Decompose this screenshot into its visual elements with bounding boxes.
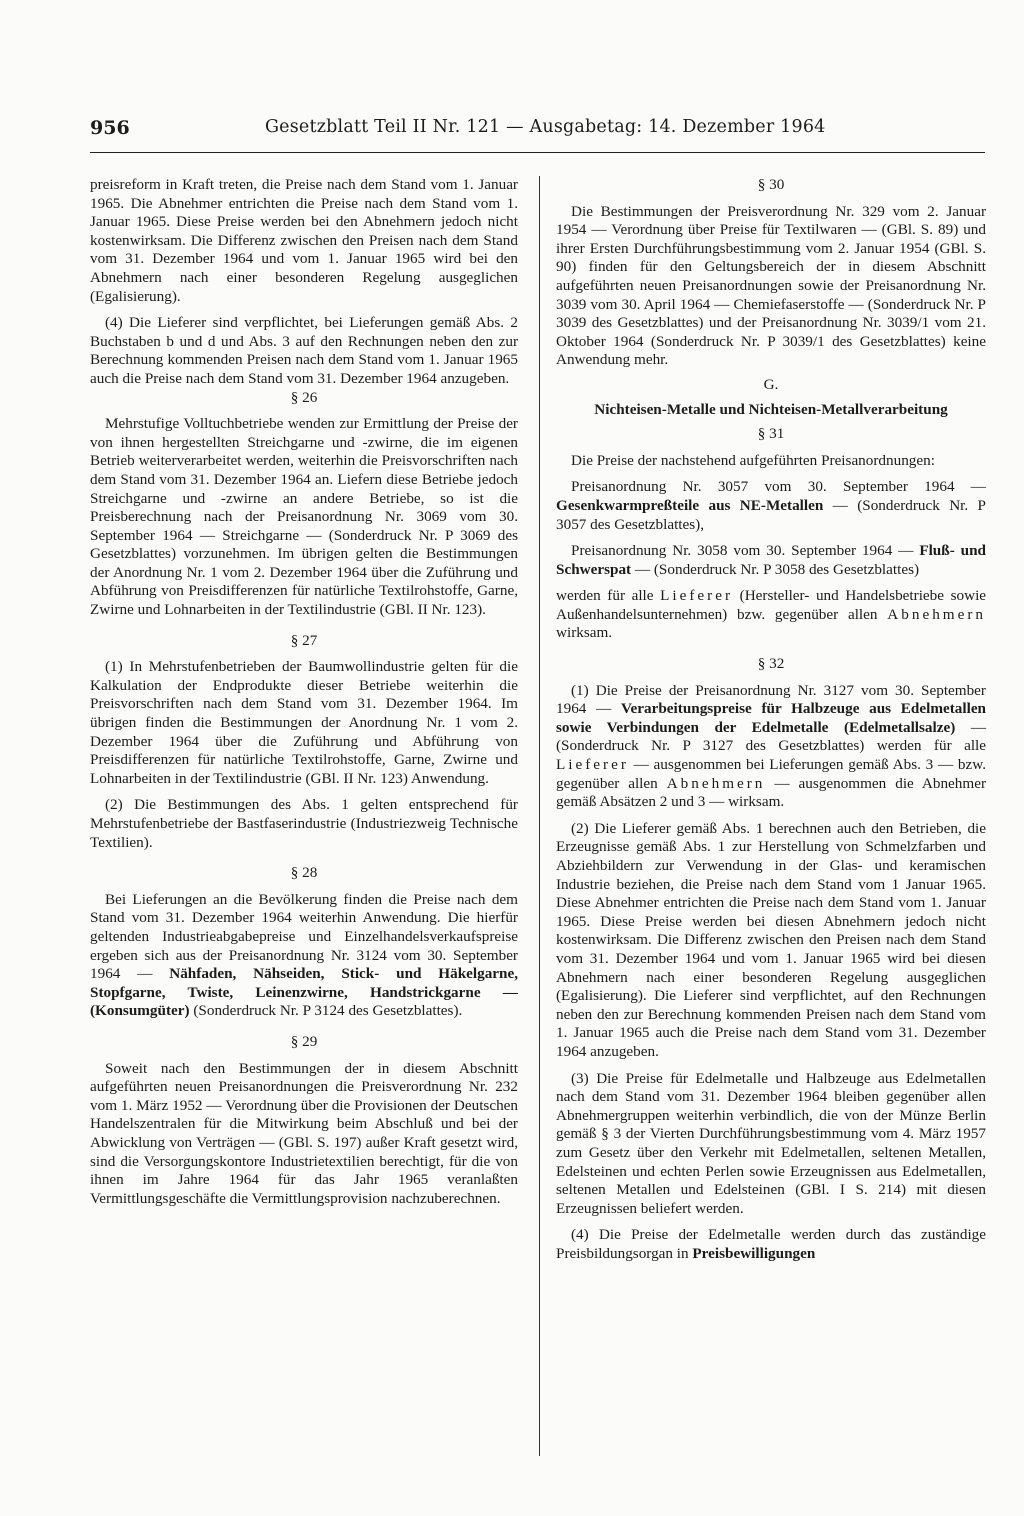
paragraph: (2) Die Bestimmungen des Abs. 1 gelten entsprechend für Mehrstufenbetriebe der Bastfaserindustrie (Industriezweig Technische Textilien).	[90, 796, 518, 851]
section-number: § 31	[757, 425, 785, 443]
left-column	[90, 176, 518, 1208]
paragraph	[556, 1226, 986, 1263]
page-header	[90, 117, 990, 147]
section-heading: Nichteisen-Metalle und Nichteisen-Metallverarbeitung	[594, 400, 948, 418]
paragraph: Soweit nach den Bestimmungen der in diesem Abschnitt aufgeführten neuen Preisanordnungen die Preisverordnung Nr. 232 vom 1. März 1952 — Verordnung über die Provisionen der Deutschen Handelszentralen für die Mitwirkung beim Abschluß und bei der Abwicklung von Verträgen — (GBl. S. 197) außer Kraft gesetzt wird, sind die Versorgungskontore Industrietextilien berechtigt, für die von ihnen im Jahre 1964 für das Jahr 1965 veranlaßten Vermittlungsgeschäfte die Vermittlungsprovision nachzuberechnen.	[90, 1059, 518, 1207]
header-rule	[90, 152, 985, 153]
section-number: § 30	[757, 176, 785, 193]
spaced-term: Abnehmern	[666, 774, 766, 792]
paragraph: (4) Die Lieferer sind verpflichtet, bei Lieferungen gemäß Abs. 2 Buchstaben b und d und Abs. 3 auf den Rechnungen neben den zur Berechnung kommenden Preisen nach dem Stand vom 1. Januar 1965 auch die Preise nach dem Stand vom 31. Dezember 1964 anzugeben.	[90, 314, 518, 387]
paragraph-text: Bei Lieferungen an die Bevölkerung finden die Preise nach dem Stand vom 31. Dezember 1964 weiterhin Anwendung. Die hierfür geltenden Industrieabgabepreise und Einzelhandelsverkaufspreise ergeben sich aus der Preisanordnung Nr. 3124 vom 30. September 1964 —	[90, 890, 518, 983]
right-column	[556, 176, 986, 1263]
paragraph-text: (Sonderdruck Nr. P 3124 des Gesetzblattes).	[193, 1002, 463, 1020]
paragraph-text: — ausgenommen die Abnehmer gemäß Absätzen 2 und 3 — wirksam.	[556, 774, 987, 811]
paragraph-text: werden für alle	[556, 587, 654, 605]
paragraph	[90, 891, 518, 1021]
spaced-term: Abnehmern	[887, 605, 986, 623]
bold-term: Preisbewilligungen	[692, 1244, 816, 1262]
section-number: § 29	[290, 1032, 318, 1050]
bold-title: Gesenkwarmpreßteile aus NE-Metallen	[556, 496, 824, 514]
paragraph: (1) In Mehrstufenbetrieben der Baumwollindustrie gelten für die Kalkulation der Endprodukte dieser Betriebe weiterhin die Preisvorschriften nach dem Stand vom 31. Dezember 1964. Im übrigen finden die Bestimmungen der Anordnung Nr. 1 vom 2. Dezember 1964 über die Zuführung und Abführung von Preisdifferenzen für natürliche Textilrohstoffe, Garne, Zwirne und Lohnarbeiten in der Textilindustrie (GBl. II Nr. 123) Anwendung.	[90, 658, 518, 787]
section-number: § 32	[757, 655, 785, 673]
section-number: § 26	[290, 388, 318, 406]
paragraph	[556, 682, 986, 812]
paragraph-text: Preisanordnung Nr. 3058 vom 30. September 1964 —	[571, 542, 914, 560]
paragraph: Die Preise der nachstehend aufgeführten Preisanordnungen:	[571, 451, 935, 469]
paragraph-text: — (Sonderdruck Nr. P 3057 des Gesetzblattes),	[556, 496, 986, 533]
paragraph	[556, 542, 986, 579]
paragraph: (2) Die Lieferer gemäß Abs. 1 berechnen auch den Betrieben, die Erzeugnisse gemäß Abs. 1 zur Herstellung von Schmelzfarben und Abziehbildern zur Verwendung in der Glas- und keramischen Industrie beziehen, die Preise nach dem Stand vom 1 Januar 1965. Diese Abnehmer entrichten die Preise nach dem Stand vom 1. Januar 1965. Diese Preise werden bei diesen Abnehmern jedoch nicht kostenwirksam. Die Differenz zwischen den Preisen nach dem Stand vom 31. Dezember 1964 und vom 1. Januar 1965 wird bei diesen Abnehmern nach einer besonderen Regelung ausgeglichen (Egalisierung). Die Lieferer sind verpflichtet, auf den Rechnungen neben den zur Berechnung kommenden Preisen nach dem Stand vom 1. Januar 1965 auch die Preise nach dem Stand vom 31. Dezember 1964 anzugeben.	[556, 819, 986, 1060]
paragraph-text: — (Sonderdruck Nr. P 3127 des Gesetzblattes) werden für alle	[556, 718, 987, 755]
paragraph-text: (1) Die Preise der Preisanordnung Nr. 3127 vom 30. September 1964 —	[556, 681, 986, 718]
running-title: Gesetzblatt Teil II Nr. 121 — Ausgabetag: 14. Dezember 1964	[265, 117, 826, 137]
paragraph: preisreform in Kraft treten, die Preise nach dem Stand vom 1. Januar 1965. Die Abnehmer entrichten die Preise nach dem Stand vom 1. Januar 1965. Diese Preise werden bei den Abnehmern jedoch nicht kostenwirksam. Die Differenz zwischen den Preisen nach dem Stand vom 31. Dezember 1964 und vom 1. Januar 1965 wird bei den Abnehmern nach einer besonderen Regelung ausgeglichen (Egalisierung).	[90, 176, 518, 305]
section-number: § 28	[290, 864, 318, 882]
paragraph	[556, 478, 986, 534]
spaced-term: Lieferer	[556, 756, 629, 774]
paragraph-text: Preisanordnung Nr. 3057 vom 30. September 1964 —	[571, 478, 986, 496]
page-number: 956	[90, 117, 130, 139]
spaced-term: Lieferer	[660, 587, 734, 605]
paragraph: Mehrstufige Volltuchbetriebe wenden zur Ermittlung der Preise der von ihnen hergestellten Streichgarne und -zwirne, die im eigenen Betrieb weiterverarbeitet werden, weiterhin die Preisvorschriften nach dem Stand vom 31. Dezember 1964 an. Liefern diese Betriebe jedoch Streichgarne und -zwirne an andere Betriebe, so ist die Preisberechnung nach der Preisanordnung Nr. 3069 vom 30. September 1964 — Streichgarne — (Sonderdruck Nr. P 3069 des Gesetzblattes) vorzunehmen. Im übrigen gelten die Bestimmungen der Anordnung Nr. 1 vom 2. Dezember 1964 über die Zuführung und Abführung von Preisdifferenzen für natürliche Textilrohstoffe, Garne, Zwirne und Lohnarbeiten in der Textilindustrie (GBl. II Nr. 123).	[90, 415, 518, 619]
bold-title: Nähfaden, Nähseiden, Stick- und Häkelgarne, Stopfgarne, Twiste, Leinenzwirne, Handstrickgarne — (Konsumgüter)	[90, 965, 519, 1020]
section-letter: G.	[763, 375, 779, 393]
paragraph-text: (4) Die Preise der Edelmetalle werden durch das zuständige Preisbildungsorgan in	[556, 1226, 986, 1262]
paragraph-text: — ausgenommen bei Lieferungen gemäß Abs. 3 — bzw. gegenüber allen	[556, 756, 986, 792]
paragraph	[556, 587, 986, 643]
section-number: § 27	[290, 631, 318, 649]
bold-title: Verarbeitungspreise für Halbzeuge aus Edelmetallen sowie Verbindungen der Edelmetalle (Edelmetallsalze)	[556, 700, 987, 736]
paragraph: Die Bestimmungen der Preisverordnung Nr. 329 vom 2. Januar 1954 — Verordnung über Preise für Textilwaren — (GBl. S. 89) und ihrer Ersten Durchführungsbestimmung vom 2. Januar 1954 (GBl. S. 90) finden für den Geltungsbereich der in diesem Abschnitt aufgeführten neuen Preisanordnungen sowie der Preisanordnung Nr. 3039 vom 30. April 1964 — Chemiefaserstoffe — (Sonderdruck Nr. P 3039 des Gesetzblattes) und der Preisanordnung Nr. 3039/1 vom 21. Oktober 1964 (Sonderdruck Nr. P 3039/1 des Gesetzblattes) keine Anwendung mehr.	[556, 202, 986, 369]
column-divider	[539, 176, 540, 1456]
paragraph-text: wirksam.	[556, 624, 613, 642]
paragraph: (3) Die Preise für Edelmetalle und Halbzeuge aus Edelmetallen nach dem Stand vom 31. Dezember 1964 bleiben gegenüber allen Abnehmergruppen weiterhin verbindlich, die von der Münze Berlin gemäß § 3 der Vierten Durchführungsbestimmung vom 4. März 1957 zum Gesetz über den Verkehr mit Edelmetallen, seltenen Metallen, Edelsteinen und echten Perlen sowie Erzeugnissen aus Edelmetallen, seltenen Metallen und Edelsteinen (GBl. I S. 214) mit diesen Erzeugnissen beliefert werden.	[556, 1069, 986, 1217]
bold-title: Fluß- und Schwerspat	[556, 542, 986, 578]
paragraph-text: — (Sonderdruck Nr. P 3058 des Gesetzblattes)	[634, 560, 920, 578]
paragraph-text: (Hersteller- und Handelsbetriebe sowie Außenhandelsunternehmen) bzw. gegenüber allen	[556, 587, 987, 623]
